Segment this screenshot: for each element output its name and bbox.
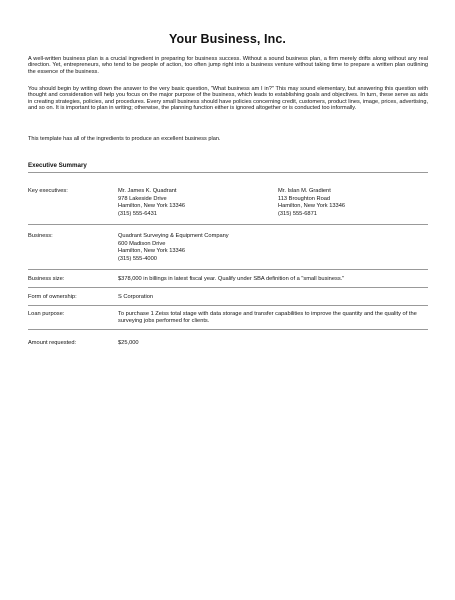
row-divider	[28, 329, 428, 330]
executive-1-name: Mr. James K. Quadrant	[118, 188, 177, 194]
executive-2-name: Mr. Islan M. Gradient	[278, 188, 331, 194]
executive-1-city: Hamilton, New York 13346	[118, 203, 186, 210]
row-divider	[28, 305, 428, 306]
intro-paragraph-1: A well-written business plan is a crucial ingredient in preparing for business success. Without a sound business plan, a firm merely drifts along without any real direction. Yet, entrepreneurs, who tend to be people of action, too often jump right into a business venture without taking time to prepare a written plan outlining the essence of the business.	[28, 56, 428, 75]
ownership-value: S Corporation	[118, 294, 154, 300]
amount-label: Amount requested:	[28, 340, 77, 346]
loan-purpose-label: Loan purpose:	[28, 311, 65, 317]
document-title: Your Business, Inc.	[169, 32, 286, 46]
intro-paragraph-3: This template has all of the ingredients to produce an excellent business plan.	[28, 136, 221, 142]
business-label: Business:	[28, 233, 53, 239]
business-info	[118, 233, 229, 263]
executive-2-city: Hamilton, New York 13346	[278, 203, 346, 210]
section-title: Executive Summary	[28, 162, 87, 169]
ownership-label: Form of ownership:	[28, 294, 77, 300]
executive-2-phone: (315) 555-6871	[278, 210, 317, 217]
executive-1-street: 978 Lakeside Drive	[118, 195, 167, 202]
executive-2	[278, 188, 345, 218]
executive-1	[118, 188, 185, 218]
row-divider	[28, 287, 428, 288]
executive-2-street: 113 Broughton Road	[278, 195, 331, 202]
business-street: 600 Madison Drive	[118, 240, 166, 247]
section-divider	[28, 172, 428, 173]
amount-value: $25,000	[118, 340, 139, 346]
row-divider	[28, 269, 428, 270]
intro-paragraph-2: You should begin by writing down the answer to the very basic question, "What business am I in?" This may sound elementary, but answering this question with thought and consideration will help you focus on the major purpose of the business, which leads to establishing goals and objectives. In turn, these serve as aids in creating strategies, policies, and procedures. Every small business should have policies concerning credit, customers, product lines, image, prices, advertising, and so on. It is important to plan in writing; otherwise, the planning function either is ignored altogether or is conducted too informally.	[28, 86, 428, 111]
business-phone: (315) 555-4000	[118, 255, 157, 262]
executive-1-phone: (315) 555-6431	[118, 210, 157, 217]
row-divider	[28, 224, 428, 225]
key-executives-label: Key executives:	[28, 188, 68, 194]
loan-purpose-value: To purchase 1 Zeiss total stage with data storage and transfer capabilities to improve the quantity and the quality of the surveying jobs performed for clients.	[118, 311, 417, 325]
business-city: Hamilton, New York 13346	[118, 248, 186, 255]
business-size-label: Business size:	[28, 276, 65, 282]
business-size-value: $378,000 in billings in latest fiscal year. Qualify under SBA definition of a "small business."	[118, 276, 345, 282]
business-name: Quadrant Surveying & Equipment Company	[118, 233, 229, 239]
